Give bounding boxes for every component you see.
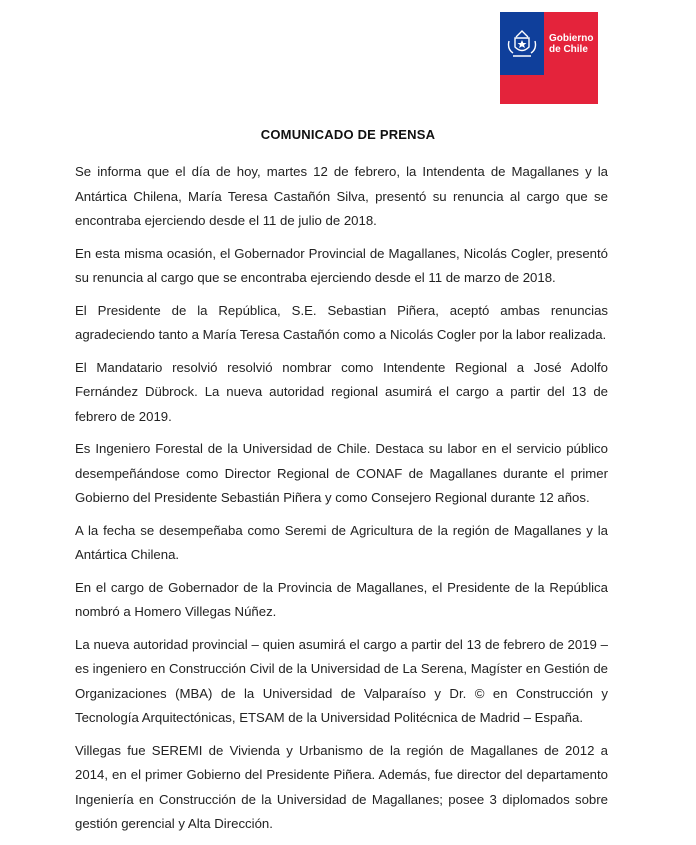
logo-red-band: [500, 75, 598, 104]
document-title: COMUNICADO DE PRENSA: [260, 127, 436, 142]
logo-text-line-1: Gobierno: [549, 32, 594, 44]
paragraph-4: El Mandatario resolvió resolvió nombrar como Intendente Regional a José Adolfo Fernández Dübrock. La nueva autoridad regional asumirá el cargo a partir del 13 de febrero de 2019.: [75, 359, 608, 424]
gobierno-de-chile-logo: [500, 12, 598, 104]
paragraph-8: La nueva autoridad provincial – quien asumirá el cargo a partir del 13 de febrero de 2019 – es ingeniero en Construcción Civil de la Universidad de La Serena, Magíster en Gestión de Organizaciones (MBA) de la Universidad de Valparaíso y Dr. © en Construcción y Tecnología Arquitectónicas, ETSAM de la Universidad Politécnica de Madrid – España.: [75, 636, 608, 725]
logo-blue-block: [500, 12, 544, 75]
paragraph-5: Es Ingeniero Forestal de la Universidad de Chile. Destaca su labor en el servicio público desempeñándose como Director Regional de CONAF de Magallanes durante el primer Gobierno del Presidente Sebastián Piñera y como Consejero Regional durante 12 años.: [75, 441, 608, 505]
document-body: [75, 160, 608, 845]
logo-text-line-2: de Chile: [549, 43, 588, 55]
paragraph-6: A la fecha se desempeñaba como Seremi de Agricultura de la región de Magallanes y la Antártica Chilena.: [75, 522, 608, 562]
paragraph-9: Villegas fue SEREMI de Vivienda y Urbanismo de la región de Magallanes de 2012 a 2014, en el primer Gobierno del Presidente Piñera. Además, fue director del departamento Ingeniería en Construcción de la Universidad de Magallanes; posee 3 diplomados sobre gestión gerencial y Alta Dirección.: [75, 742, 608, 831]
paragraph-3: El Presidente de la República, S.E. Sebastian Piñera, aceptó ambas renuncias agradeciendo tanto a María Teresa Castañón como a Nicolás Cogler por la labor realizada.: [75, 302, 608, 342]
logo-red-block: [544, 12, 598, 75]
paragraph-2: En esta misma ocasión, el Gobernador Provincial de Magallanes, Nicolás Cogler, presentó su renuncia al cargo que se encontraba ejerciendo desde el 11 de marzo de 2018.: [75, 245, 608, 285]
coat-of-arms-icon: [506, 27, 538, 61]
paragraph-1: Se informa que el día de hoy, martes 12 de febrero, la Intendenta de Magallanes y la Antártica Chilena, María Teresa Castañón Silva, presentó su renuncia al cargo que se encontraba ejerciendo desde el 11 de julio de 2018.: [75, 164, 608, 228]
paragraph-7: En el cargo de Gobernador de la Provincia de Magallanes, el Presidente de la República nombró a Homero Villegas Núñez.: [75, 579, 608, 619]
